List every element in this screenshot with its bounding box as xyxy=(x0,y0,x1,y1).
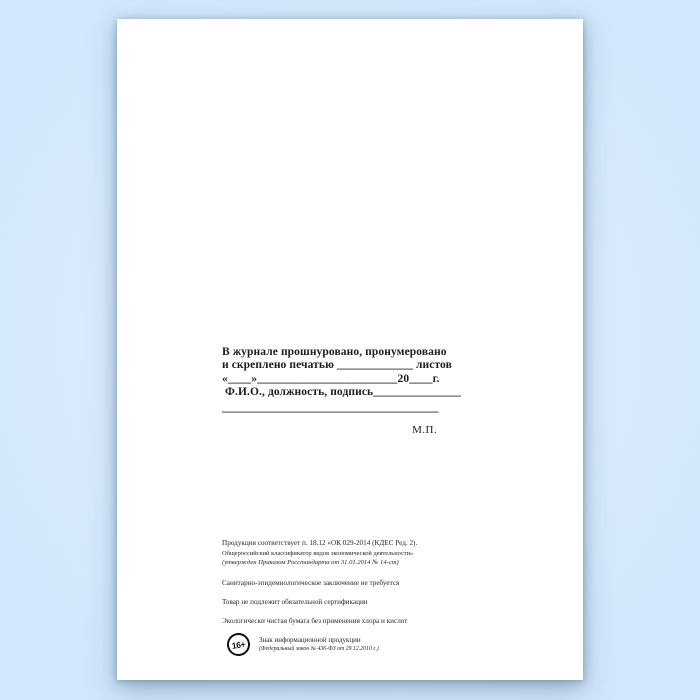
age-rating-row xyxy=(227,633,472,656)
binding-certification-block xyxy=(222,346,461,437)
stamp-place-label: М.П. xyxy=(412,424,437,437)
sanitary-statement: Санитарно-эпидемиологическое заключение не требуется xyxy=(222,579,400,587)
imprint-block xyxy=(222,539,472,656)
certification-statement: Товар не подлежит обязательной сертификации xyxy=(222,598,368,606)
journal-back-page xyxy=(117,19,583,680)
cert-line-2: и скреплено печатью _____________ листов xyxy=(222,359,452,372)
compliance-line-3: (утвержден Приказом Росстандарта от 31.01.2014 № 14-ст) xyxy=(222,559,399,566)
compliance-line-2: Общероссийский классификатор видов экономической деятельности» xyxy=(222,549,414,557)
cert-line-3-date: «____»________________________20____г. xyxy=(222,372,440,385)
compliance-line-1: Продукция соответствует п. 18.12 «ОК 029-2014 (КДЕС Ред. 2). xyxy=(222,539,418,547)
info-sign-line-1: Знак информационной продукции xyxy=(259,635,361,644)
eco-paper-statement: Экологически чистая бумага без применения хлора и кислот xyxy=(222,617,408,625)
age-rating-16plus-icon: 16+ xyxy=(226,631,252,657)
info-sign-text xyxy=(259,636,379,653)
cert-line-4-signature: Ф.И.О., должность, подпись_______________ xyxy=(225,386,461,399)
cert-line-5-blank-rule: _____________________________________ xyxy=(222,401,439,414)
info-sign-line-2: (Федеральный закон № 436-ФЗ от 29.12.2010 г.) xyxy=(259,645,379,652)
cert-line-1: В журнале прошнуровано, пронумеровано xyxy=(222,346,447,358)
